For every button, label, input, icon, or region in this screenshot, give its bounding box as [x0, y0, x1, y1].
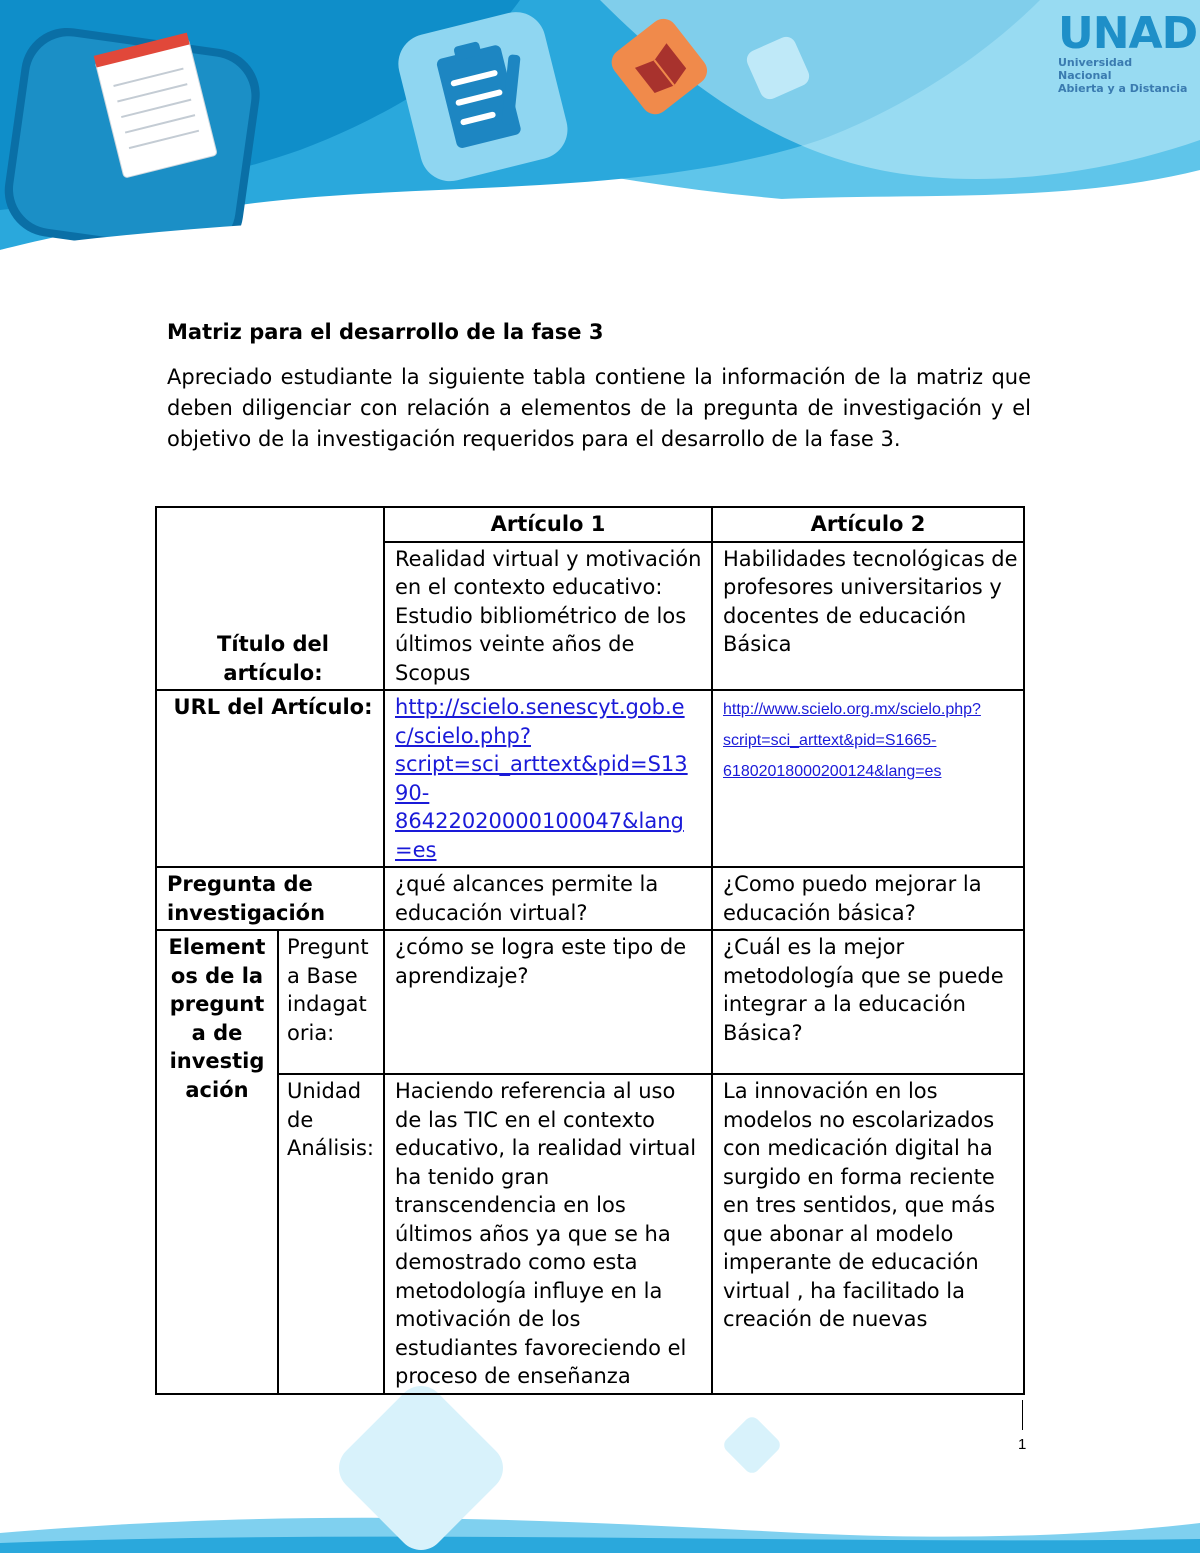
article-1-url-link[interactable]: http://scielo.senescyt.gob.ec/scielo.php?script=sci_arttext&pid=S1390-86422020000100047&lang=es [395, 695, 688, 862]
document-body [167, 320, 1031, 455]
intro-paragraph: Apreciado estudiante la siguiente tabla contiene la información de la matriz que deben diligenciar con relación a elementos de la pregunta de investigación y el objetivo de la investigación requeridos para el desarrollo de la fase 3. [167, 365, 1031, 451]
document-title: Matriz para el desarrollo de la fase 3 [167, 320, 604, 344]
column-header-article-1: Artículo 1 [384, 507, 712, 542]
page-separator [1022, 1400, 1023, 1430]
table-row-question [156, 867, 1024, 930]
logo-line-1: Universidad Nacional [1058, 56, 1133, 82]
article-2-url-cell [712, 690, 1024, 867]
table-header-row [156, 507, 1024, 542]
footer-decoration [0, 1383, 1200, 1553]
article-2-base-question: ¿Cuál es la mejor metodología que se puede integrar a la educación Básica? [712, 930, 1024, 1074]
article-2-question: ¿Como puedo mejorar la educación básica? [712, 867, 1024, 930]
logo-line-2: Abierta y a Distancia [1058, 82, 1188, 95]
article-2-unit: La innovación en los modelos no escolarizados con medicación digital ha surgido en forma reciente en tres sentidos, que más que abonar al modelo imperante de educación virtual , ha facilitado la creación de nuevas [712, 1074, 1024, 1394]
row-unit-label: Unidad de Análisis: [278, 1074, 384, 1394]
article-1-unit: Haciendo referencia al uso de las TIC en el contexto educativo, la realidad virtual ha tenido gran transcendencia en los últimos años ya que se ha demostrado como esta metodología influye en la motivación de los estudiantes favoreciendo el proceso de enseñanza [384, 1074, 712, 1394]
row-question-label: Pregunta de investigación [156, 867, 384, 930]
row-base-label: Pregunta Base indagatoria: [278, 930, 384, 1074]
row-url-label: URL del Artículo: [156, 690, 384, 867]
article-2-title: Habilidades tecnológicas de profesores universitarios y docentes de educación Básica [712, 542, 1024, 691]
logo-wordmark: UNAD [1058, 8, 1198, 59]
article-1-base-question: ¿cómo se logra este tipo de aprendizaje? [384, 930, 712, 1074]
column-header-article-2: Artículo 2 [712, 507, 1024, 542]
table-row-base-question [156, 930, 1024, 1074]
article-1-title: Realidad virtual y motivación en el contexto educativo: Estudio bibliométrico de los últimos veinte años de Scopus [384, 542, 712, 691]
page-number: 1 [1018, 1436, 1027, 1453]
unad-logo [1058, 8, 1198, 95]
row-title-label: Título del artículo: [156, 507, 384, 690]
article-2-url-link[interactable]: http://www.scielo.org.mx/scielo.php?script=sci_arttext&pid=S1665-61802018000200124&lang=es [723, 701, 981, 780]
matrix-table [155, 506, 1025, 1395]
article-1-url-cell [384, 690, 712, 867]
table-row-unit [156, 1074, 1024, 1394]
elements-label: Elementos de la pregunta de investigación [156, 930, 278, 1394]
article-1-question: ¿qué alcances permite la educación virtual? [384, 867, 712, 930]
table-row-url [156, 690, 1024, 867]
header-banner [0, 0, 1200, 260]
